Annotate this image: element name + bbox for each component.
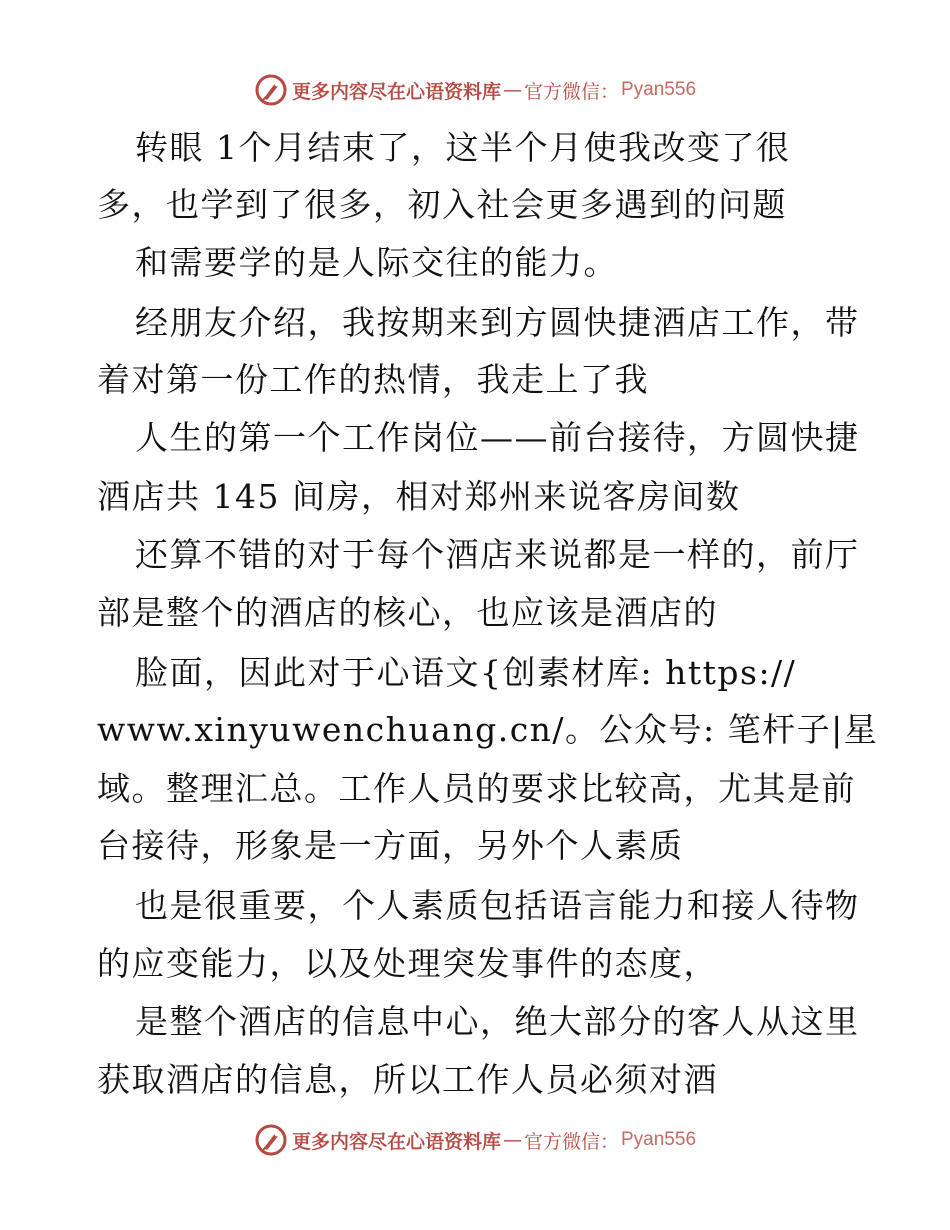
body-line-16: 是整个酒店的信息中心，绝大部分的客人从这里 [135, 1002, 860, 1041]
footer-banner-inner [254, 1123, 696, 1157]
header-banner-contact-handle: Pyan556 [621, 79, 697, 100]
body-line-7: 酒店共 145 间房，相对郑州来说客房间数 [97, 477, 741, 516]
body-line-11: www.xinyuwenchuang.cn/。公众号: 笔杆子|星 [97, 710, 879, 749]
body-line-5: 着对第一份工作的热情，我走上了我 [97, 360, 649, 399]
body-line-4: 经朋友介绍，我按期来到方圆快捷酒店工作，带 [135, 303, 860, 342]
body-line-2: 多，也学到了很多，初入社会更多遇到的问题 [97, 185, 787, 224]
body-line-13: 台接待，形象是一方面，另外个人素质 [97, 826, 684, 865]
body-line-8: 还算不错的对于每个酒店来说都是一样的，前厅 [135, 535, 860, 574]
quill-logo-icon [254, 73, 288, 107]
header-banner-separator: — [502, 79, 522, 101]
body-line-9: 部是整个的酒店的核心，也应该是酒店的 [97, 593, 718, 632]
header-banner [0, 70, 950, 110]
footer-banner-separator: — [502, 1129, 522, 1151]
header-banner-contact-label: 官方微信： [523, 80, 619, 103]
body-line-17: 获取酒店的信息，所以工作人员必须对酒 [97, 1060, 718, 1099]
quill-logo-icon [254, 1123, 288, 1157]
footer-banner-text: 更多内容尽在心语资料库 [291, 1130, 501, 1153]
body-line-3: 和需要学的是人际交往的能力。 [135, 243, 618, 282]
header-banner-inner [254, 73, 696, 107]
body-line-15: 的应变能力，以及处理突发事件的态度， [97, 944, 718, 983]
body-line-1: 转眼 1个月结束了，这半个月使我改变了很 [135, 128, 791, 167]
footer-banner-contact-label: 官方微信： [523, 1130, 619, 1153]
body-line-6: 人生的第一个工作岗位——前台接待，方圆快捷 [135, 418, 860, 457]
header-banner-text: 更多内容尽在心语资料库 [291, 80, 501, 103]
body-line-10: 脸面，因此对于心语文{创素材库: https:// [135, 653, 797, 692]
footer-banner [0, 1120, 950, 1160]
footer-banner-contact-handle: Pyan556 [621, 1129, 697, 1150]
body-line-14: 也是很重要，个人素质包括语言能力和接人待物 [135, 886, 860, 925]
body-line-12: 域。整理汇总。工作人员的要求比较高，尤其是前 [97, 769, 856, 808]
